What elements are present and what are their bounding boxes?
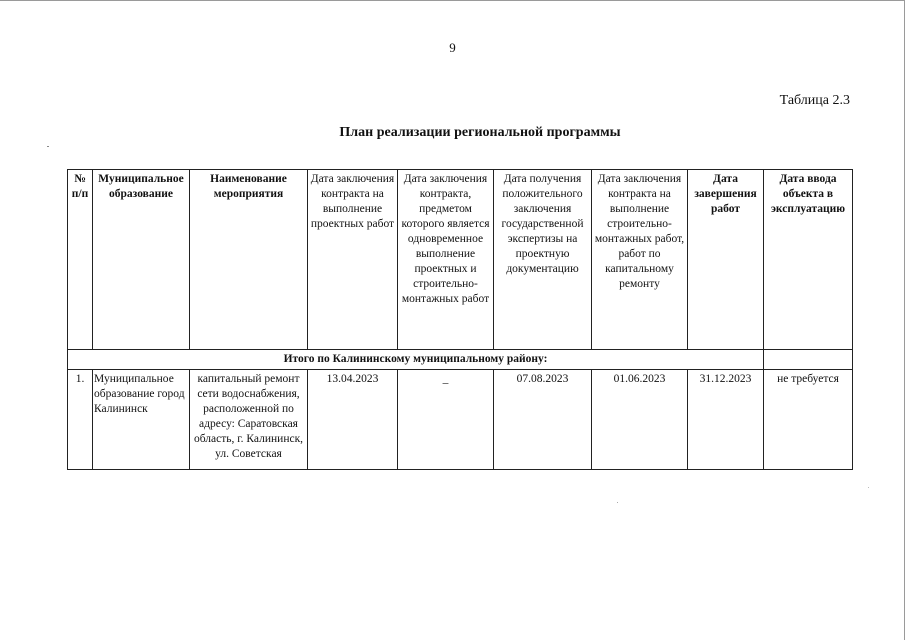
row-municipality: Муниципальное образование город Калининск (93, 370, 190, 470)
row-expertise-date: 07.08.2023 (494, 370, 592, 470)
row-commissioning-date: не требуется (764, 370, 853, 470)
total-row (68, 350, 853, 370)
scan-speck (868, 487, 869, 488)
header-expertise-date: Дата получения положительного заключения государственной экспертизы на проектную документацию (494, 170, 592, 350)
total-label: Итого по Калининскому муниципальному району: (68, 350, 764, 370)
header-activity: Наименование мероприятия (190, 170, 308, 350)
row-combined-contract-date: _ (398, 370, 494, 470)
scan-speck (47, 146, 49, 147)
header-combined-contract-date: Дата заключения контракта, предметом которого является одновременное выполнение проектных и строительно-монтажных работ (398, 170, 494, 350)
table-row (68, 370, 853, 470)
row-design-contract-date: 13.04.2023 (308, 370, 398, 470)
table-header-row (68, 170, 853, 350)
row-activity: капитальный ремонт сети водоснабжения, расположенной по адресу: Саратовская область, г. Калининск, ул. Советская (190, 370, 308, 470)
header-commissioning-date: Дата ввода объекта в эксплуатацию (764, 170, 853, 350)
program-plan-table (67, 169, 853, 470)
header-design-contract-date: Дата заключения контракта на выполнение проектных работ (308, 170, 398, 350)
total-empty-cell (764, 350, 853, 370)
header-construction-contract-date: Дата заключения контракта на выполнение строительно-монтажных работ, работ по капитальному ремонту (592, 170, 688, 350)
header-completion-date: Дата завершения работ (688, 170, 764, 350)
header-number: № п/п (68, 170, 93, 350)
table-label: Таблица 2.3 (779, 93, 850, 108)
page-number: 9 (449, 40, 456, 55)
page-border-top (0, 0, 905, 1)
header-municipality: Муниципальное образование (93, 170, 190, 350)
scan-speck (617, 502, 618, 503)
row-construction-contract-date: 01.06.2023 (592, 370, 688, 470)
row-completion-date: 31.12.2023 (688, 370, 764, 470)
row-number: 1. (68, 370, 93, 470)
document-title: План реализации региональной программы (339, 125, 621, 140)
